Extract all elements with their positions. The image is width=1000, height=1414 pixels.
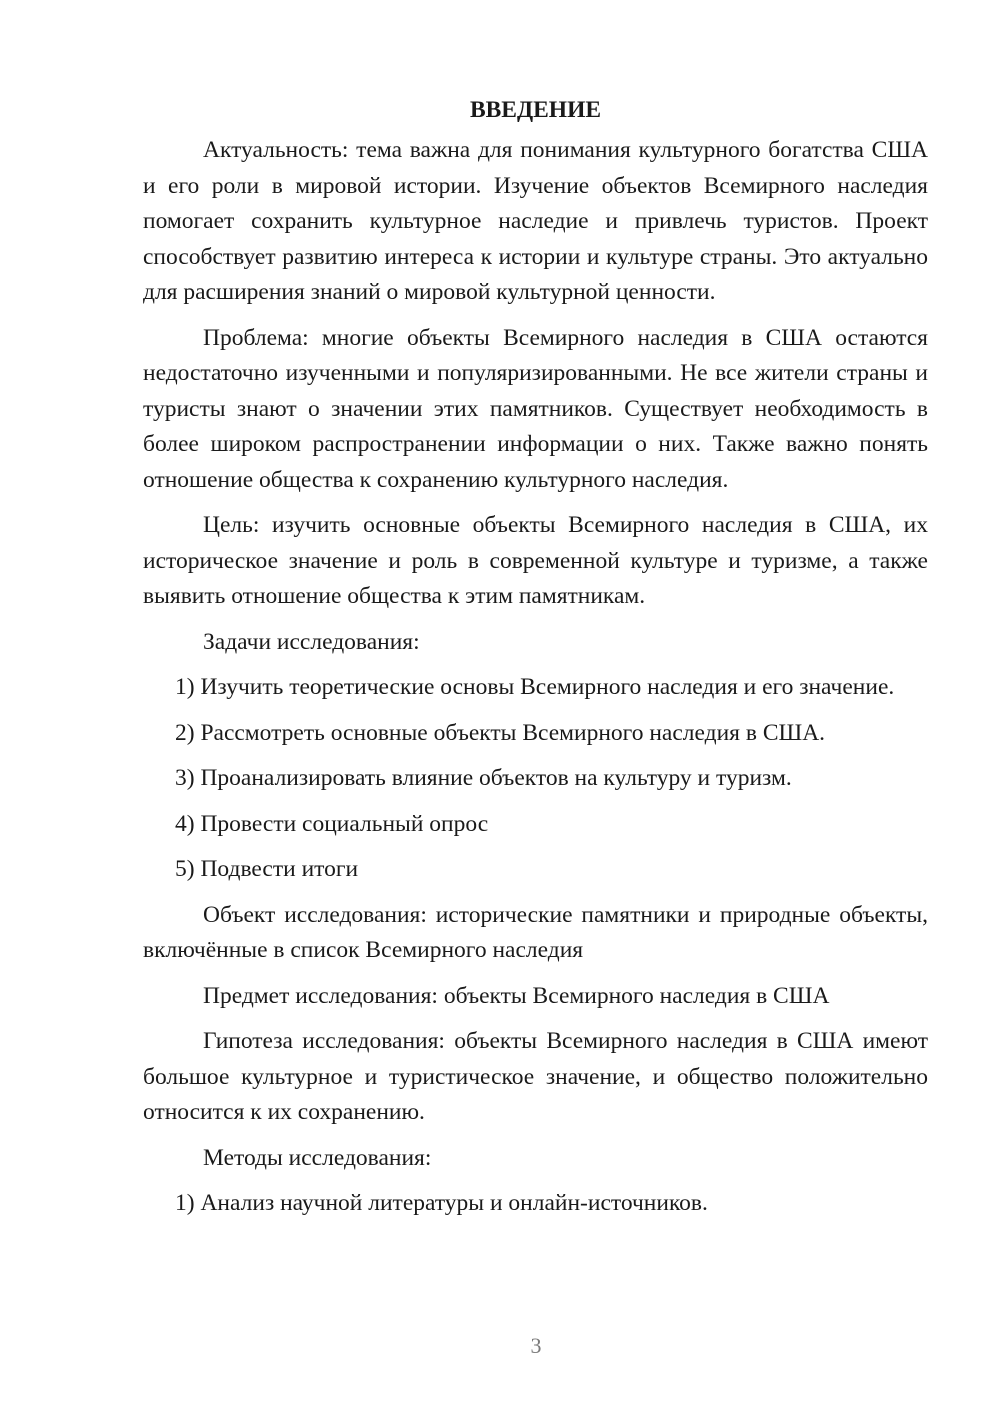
paragraph-goal: Цель: изучить основные объекты Всемирного наследия в США, их историческое значение и роль в современной культуре и туризме, а также выявить отношение общества к этим памятникам. [143, 512, 928, 609]
list-item-task-4: 4) Провести социальный опрос [175, 810, 489, 837]
paragraph-hypothesis: Гипотеза исследования: объекты Всемирного наследия в США имеют большое культурное и туристическое значение, и общество положительно относится к их сохранению. [143, 1028, 928, 1125]
list-item-task-3: 3) Проанализировать влияние объектов на культуру и туризм. [175, 765, 792, 791]
paragraph-relevance: Актуальность: тема важна для понимания культурного богатства США и его роли в мировой истории. Изучение объектов Всемирного наследия помогает сохранить культурное наследие и привлечь туристов. Проект способствует развитию интереса к истории и культуре страны. Это актуально для расширения знаний о мировой культурной ценности. [143, 137, 928, 305]
paragraph-methods-title: Методы исследования: [203, 1144, 432, 1171]
list-item-task-5: 5) Подвести итоги [175, 856, 359, 882]
paragraph-tasks-title: Задачи исследования: [203, 628, 420, 655]
page-content [143, 93, 928, 1232]
list-item-method-1: 1) Анализ научной литературы и онлайн-источников. [175, 1190, 708, 1216]
paragraph-object: Объект исследования: исторические памятники и природные объекты, включённые в список Всемирного наследия [143, 901, 928, 963]
list-item-task-1: 1) Изучить теоретические основы Всемирного наследия и его значение. [175, 674, 895, 700]
list-item-task-2: 2) Рассмотреть основные объекты Всемирного наследия в США. [175, 719, 826, 746]
paragraph-subject: Предмет исследования: объекты Всемирного наследия в США [203, 982, 830, 1009]
paragraph-problem: Проблема: многие объекты Всемирного наследия в США остаются недостаточно изученными и популяризированными. Не все жители страны и туристы знают о значении этих памятников. Существует необходимость в более широком распространении информации о них. Также важно понять отношение общества к сохранению культурного наследия. [143, 324, 928, 493]
section-heading: ВВЕДЕНИЕ [469, 97, 602, 123]
page-number: 3 [530, 1333, 542, 1358]
